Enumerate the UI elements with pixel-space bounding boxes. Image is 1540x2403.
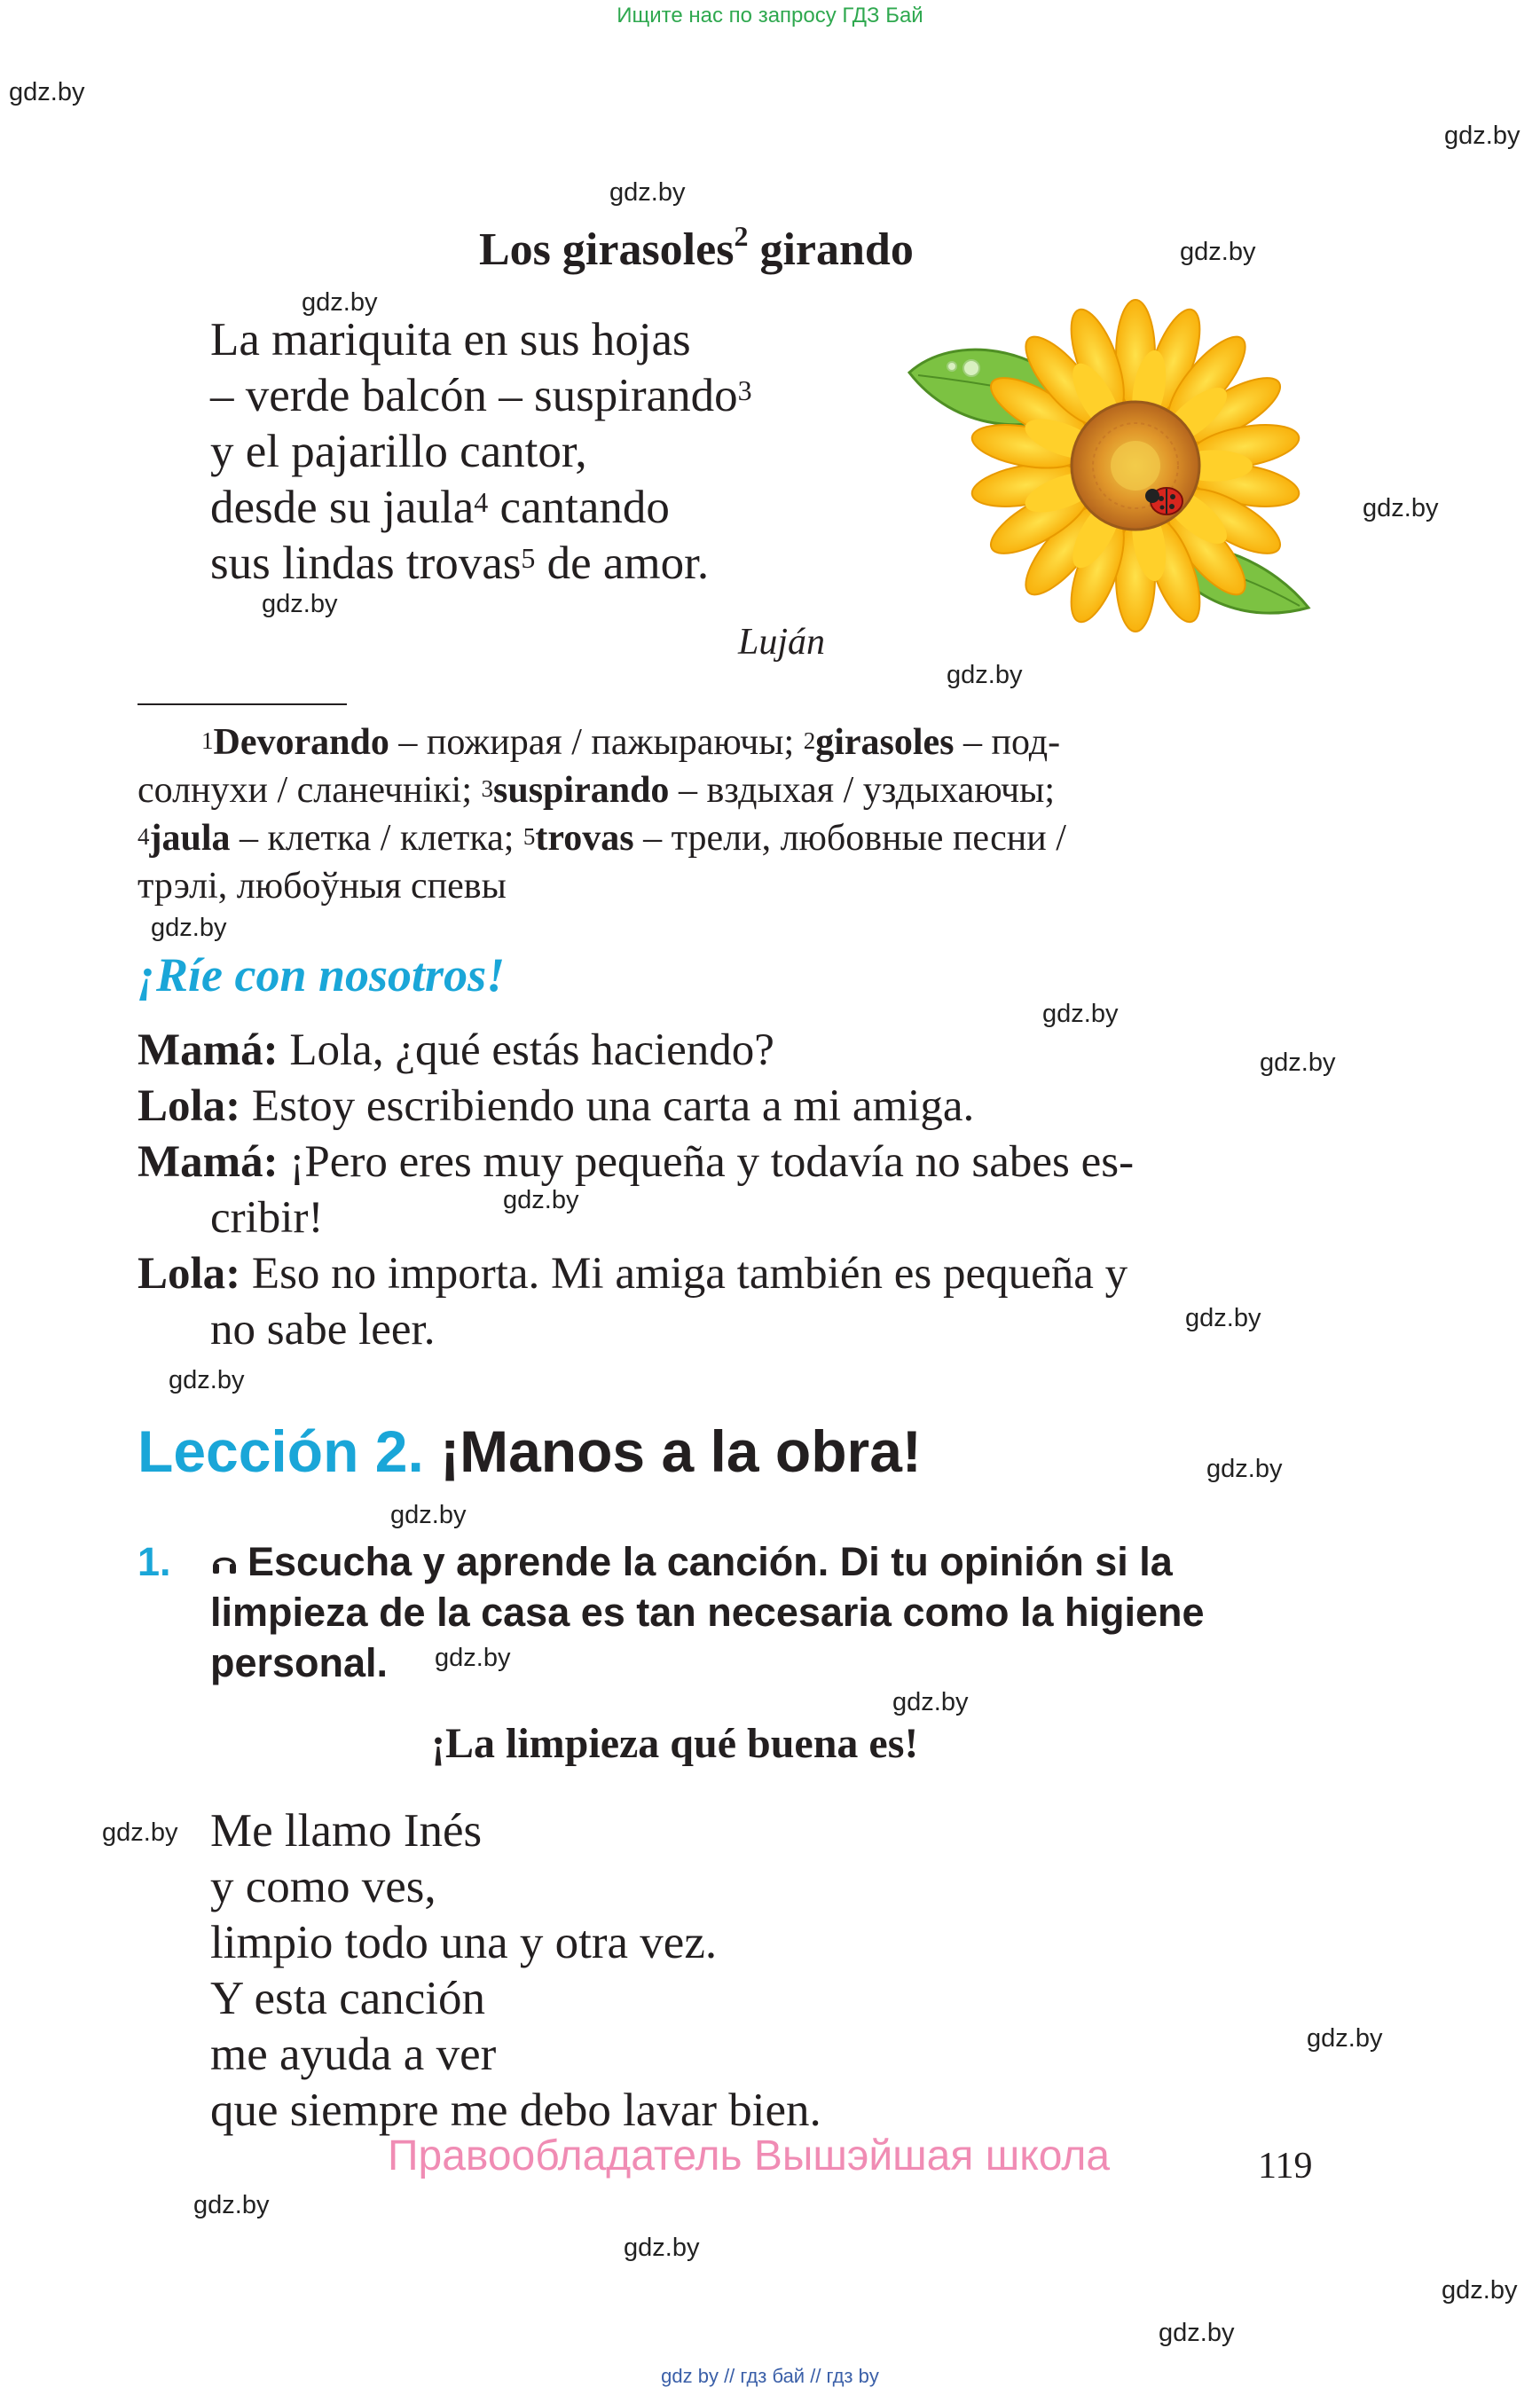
dialog-line: cribir!: [210, 1193, 324, 1243]
top-banner[interactable]: Ищите нас по запросу ГДЗ Бай: [617, 4, 923, 27]
poem-line: y el pajarillo cantor,: [210, 426, 587, 477]
poem-line: desde su jaula$^4$ cantando: [210, 482, 670, 533]
watermark: gdz.by: [1444, 122, 1520, 150]
watermark: gdz.by: [102, 1818, 178, 1847]
song-line: me ayuda a ver: [210, 2029, 497, 2080]
bottom-banner[interactable]: gdz by // гдз бай // гдз by: [661, 2365, 879, 2387]
footnote-divider: [138, 703, 347, 705]
poem-line: La mariquita en sus hojas: [210, 314, 691, 365]
watermark: gdz.by: [9, 78, 85, 106]
page-number: 119: [1258, 2146, 1313, 2187]
footnote-line: солнухи / сланечнікі; $^3$suspirando – вздыхая / уздыхаючы;: [138, 770, 1056, 811]
dialog-line: Mamá: ¡Pero eres muy pequeña y todavía no sabes es-: [138, 1137, 1135, 1187]
watermark: gdz.by: [1206, 1455, 1283, 1483]
watermark: gdz.by: [1363, 494, 1439, 522]
watermark: gdz.by: [1159, 2319, 1235, 2347]
watermark: gdz.by: [262, 590, 338, 618]
dialog-line: Lola: Eso no importa. Mi amiga también es pequeña y: [138, 1249, 1128, 1299]
watermark: gdz.by: [1180, 238, 1256, 266]
song-line: que siempre me debo lavar bien.: [210, 2085, 821, 2136]
song-line: limpio todo una y otra vez.: [210, 1917, 718, 1968]
poem-author: Luján: [738, 622, 826, 663]
copyright-notice: Правообладатель Вышэйшая школа: [388, 2132, 1111, 2179]
watermark: gdz.by: [1042, 1000, 1119, 1028]
song-line: y como ves,: [210, 1861, 436, 1912]
footnote-line: трэлі, любоўныя спевы: [138, 866, 507, 907]
song-lyrics: [210, 1803, 821, 2139]
poem-line: – verde balcón – suspirando$^3$: [210, 370, 752, 421]
lesson-heading: [138, 1417, 922, 1485]
watermark: gdz.by: [302, 288, 378, 317]
section-title-rie: ¡Ríe con nosotros!: [138, 948, 506, 1001]
task-number: 1.: [138, 1539, 171, 1584]
joke-dialog: [138, 1023, 1134, 1358]
watermark: gdz.by: [1260, 1048, 1336, 1077]
song-title: ¡La limpieza qué buena es!: [431, 1720, 919, 1767]
task-line: Escucha y aprende la canción. Di tu opinión si la: [210, 1536, 1470, 1587]
watermark: gdz.by: [624, 2234, 700, 2262]
task-line: limpieza de la casa es tan necesaria como la higiene: [210, 1590, 1205, 1635]
poem-line: sus lindas trovas$^5$ de amor.: [210, 538, 710, 589]
footnote-line: $^4$jaula – клетка / клетка; $^5$trovas – трели, любовные песни /: [138, 818, 1066, 859]
watermark: gdz.by: [193, 2191, 270, 2219]
watermark: gdz.by: [1442, 2276, 1518, 2305]
sunflower-illustration: [892, 297, 1331, 639]
lesson-number: Lección 2.: [138, 1418, 424, 1484]
watermark: gdz.by: [1307, 2024, 1383, 2053]
song-line: Me llamo Inés: [210, 1805, 483, 1857]
lesson-title: ¡Manos a la obra!: [423, 1418, 922, 1484]
watermark: gdz.by: [169, 1366, 245, 1394]
dialog-line: Lola: Estoy escribiendo una carta a mi amiga.: [138, 1081, 975, 1131]
footnotes: [138, 719, 1326, 910]
watermark: gdz.by: [1185, 1304, 1261, 1332]
watermark: gdz.by: [503, 1186, 579, 1214]
footnote-line: $^1$Devorando – пожирая / пажыраючы; $^2$girasoles – под-: [201, 722, 1061, 763]
poem-title: Los girasoles$^2$ girando: [479, 220, 914, 275]
poem-text: [210, 312, 752, 592]
watermark: gdz.by: [947, 661, 1023, 689]
dialog-line: Mamá: Lola, ¿qué estás haciendo?: [138, 1025, 774, 1075]
song-line: Y esta canción: [210, 1973, 486, 2024]
watermark: gdz.by: [609, 178, 686, 207]
task-line: personal.: [210, 1640, 389, 1685]
watermark: gdz.by: [435, 1644, 511, 1672]
watermark: gdz.by: [390, 1501, 467, 1529]
headphones-icon: [210, 1549, 239, 1577]
watermark: gdz.by: [151, 914, 227, 942]
watermark: gdz.by: [892, 1688, 969, 1716]
dialog-line: no sabe leer.: [210, 1305, 436, 1355]
